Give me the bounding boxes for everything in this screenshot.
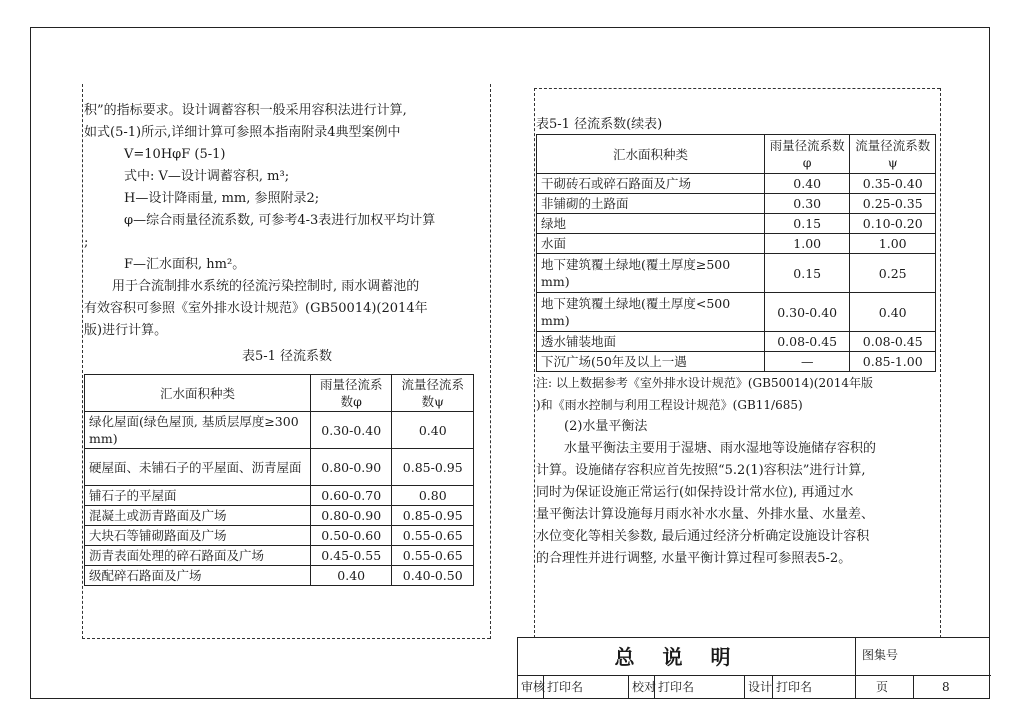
table-title: 表5-1 径流系数(续表)	[536, 117, 663, 132]
table-row	[537, 194, 936, 214]
check-label: 校对	[629, 676, 655, 698]
table-title: 表5-1 径流系数	[241, 349, 333, 364]
table-cell: 0.40-0.50	[392, 566, 474, 586]
table-cell: 0.40	[310, 566, 392, 586]
signature-row	[518, 676, 991, 700]
page-label: 页	[856, 676, 914, 698]
table-cell: 0.30	[764, 194, 850, 214]
table-cell: 0.25	[850, 254, 936, 293]
table-header: 雨量径流系数φ	[310, 375, 392, 412]
paragraph-line: φ—综合雨量径流系数, 可参考4-3表进行加权平均计算	[124, 213, 436, 228]
paragraph-line: 计算。设施储存容积应首先按照“5.2(1)容积法”进行计算,	[536, 463, 866, 478]
paragraph-line: 版)进行计算。	[84, 323, 168, 338]
table-header: 汇水面积种类	[537, 135, 765, 174]
table-row	[85, 506, 474, 526]
drawing-title: 总说明	[518, 638, 856, 676]
table-cell: 0.25-0.35	[850, 194, 936, 214]
section-heading: (2)水量平衡法	[564, 419, 648, 434]
paragraph-line: 式中: V—设计调蓄容积, m³;	[124, 169, 290, 184]
table-row	[85, 412, 474, 449]
table-row	[537, 214, 936, 234]
table-cell: 混凝土或沥青路面及广场	[85, 506, 311, 526]
table-row	[537, 234, 936, 254]
table-cell: 0.45-0.55	[310, 546, 392, 566]
check-value: 打印名	[655, 676, 745, 698]
table-cell: 0.50-0.60	[310, 526, 392, 546]
left-column-border-left	[82, 84, 83, 639]
table-row	[537, 293, 936, 332]
table-row	[537, 174, 936, 194]
table-cell: 1.00	[764, 234, 850, 254]
right-column-border-top	[534, 88, 940, 89]
runoff-table-continued	[536, 134, 936, 372]
table-cell: 0.10-0.20	[850, 214, 936, 234]
table-note: 注: 以上数据参考《室外排水设计规范》(GB50014)(2014年版	[536, 376, 874, 390]
paragraph-line: 水量平衡法主要用于湿塘、雨水湿地等设施储存容积的	[564, 441, 877, 456]
table-cell: 0.55-0.65	[392, 526, 474, 546]
design-label: 设计	[745, 676, 773, 698]
table-cell: 硬屋面、未铺石子的平屋面、沥青屋面	[85, 449, 311, 486]
paragraph-line: 用于合流制排水系统的径流污染控制时, 雨水调蓄池的	[112, 279, 420, 294]
table-cell: 0.80	[392, 486, 474, 506]
review-value: 打印名	[544, 676, 629, 698]
paragraph-line: 的合理性并进行调整, 水量平衡计算过程可参照表5-2。	[536, 551, 852, 566]
table-cell: 0.80-0.90	[310, 506, 392, 526]
table-row	[85, 546, 474, 566]
table-cell: 级配碎石路面及广场	[85, 566, 311, 586]
paragraph-line: H—设计降雨量, mm, 参照附录2;	[124, 191, 320, 206]
design-value: 打印名	[773, 676, 856, 698]
atlas-number-label: 图集号	[856, 638, 991, 676]
left-column-border-right	[490, 84, 491, 639]
table-cell: 0.85-0.95	[392, 449, 474, 486]
table-header: 汇水面积种类	[85, 375, 311, 412]
table-cell: 0.60-0.70	[310, 486, 392, 506]
review-label: 审核	[518, 676, 544, 698]
table-cell: 地下建筑覆土绿地(覆土厚度≥500 mm)	[537, 254, 765, 293]
right-column-border-left	[534, 88, 535, 638]
left-column	[84, 100, 490, 586]
paragraph-line: F—汇水面积, hm²。	[124, 257, 246, 272]
table-header-row	[537, 135, 936, 174]
table-cell: 干砌砖石或碎石路面及广场	[537, 174, 765, 194]
table-cell: 非铺砌的土路面	[537, 194, 765, 214]
table-header: 流量径流系数ψ	[392, 375, 474, 412]
paragraph-line: 积”的指标要求。设计调蓄容积一般采用容积法进行计算,	[84, 103, 407, 118]
table-cell: 0.30-0.40	[310, 412, 392, 449]
table-cell: 0.08-0.45	[850, 332, 936, 352]
table-row	[537, 352, 936, 372]
table-cell: 0.40	[764, 174, 850, 194]
table-cell: 0.55-0.65	[392, 546, 474, 566]
left-column-border-bottom	[82, 638, 490, 639]
table-row	[537, 254, 936, 293]
table-cell: 0.40	[392, 412, 474, 449]
table-row	[85, 566, 474, 586]
table-header: 流量径流系数ψ	[850, 135, 936, 174]
table-cell: —	[764, 352, 850, 372]
paragraph-line: 量平衡法计算设施每月雨水补水水量、外排水量、水量差、	[536, 507, 875, 522]
paragraph-line: 同时为保证设施正常运行(如保持设计常水位), 再通过水	[536, 485, 854, 500]
table-cell: 0.15	[764, 214, 850, 234]
table-cell: 地下建筑覆土绿地(覆土厚度<500 mm)	[537, 293, 765, 332]
table-cell: 0.80-0.90	[310, 449, 392, 486]
table-cell: 下沉广场(50年及以上一遇	[537, 352, 765, 372]
table-row	[85, 486, 474, 506]
table-cell: 0.08-0.45	[764, 332, 850, 352]
paragraph-line: ;	[84, 235, 89, 250]
table-cell: 0.15	[764, 254, 850, 293]
table-row	[85, 449, 474, 486]
formula-line: V=10HφF (5-1)	[124, 147, 226, 162]
table-row	[85, 526, 474, 546]
paragraph-line: 水位变化等相关参数, 最后通过经济分析确定设施设计容积	[536, 529, 870, 544]
paragraph-line: 有效容积可参照《室外排水设计规范》(GB50014)(2014年	[84, 301, 428, 316]
table-cell: 0.35-0.40	[850, 174, 936, 194]
table-cell: 铺石子的平屋面	[85, 486, 311, 506]
table-header-row	[85, 375, 474, 412]
table-cell: 0.85-0.95	[392, 506, 474, 526]
table-row	[537, 332, 936, 352]
right-column	[536, 116, 942, 570]
table-cell: 沥青表面处理的碎石路面及广场	[85, 546, 311, 566]
table-cell: 大块石等铺砌路面及广场	[85, 526, 311, 546]
table-cell: 绿地	[537, 214, 765, 234]
table-cell: 0.85-1.00	[850, 352, 936, 372]
paragraph-line: 如式(5-1)所示,详细计算可参照本指南附录4典型案例中	[84, 125, 401, 140]
runoff-table	[84, 374, 474, 586]
table-cell: 1.00	[850, 234, 936, 254]
page-number: 8	[942, 680, 950, 694]
table-header: 雨量径流系数φ	[764, 135, 850, 174]
table-cell: 0.30-0.40	[764, 293, 850, 332]
table-note: )和《雨水控制与利用工程设计规范》(GB11/685)	[536, 398, 803, 412]
table-cell: 绿化屋面(绿色屋顶, 基质层厚度≥300 mm)	[85, 412, 311, 449]
table-cell: 0.40	[850, 293, 936, 332]
table-cell: 水面	[537, 234, 765, 254]
title-block	[517, 637, 990, 699]
table-cell: 透水铺装地面	[537, 332, 765, 352]
